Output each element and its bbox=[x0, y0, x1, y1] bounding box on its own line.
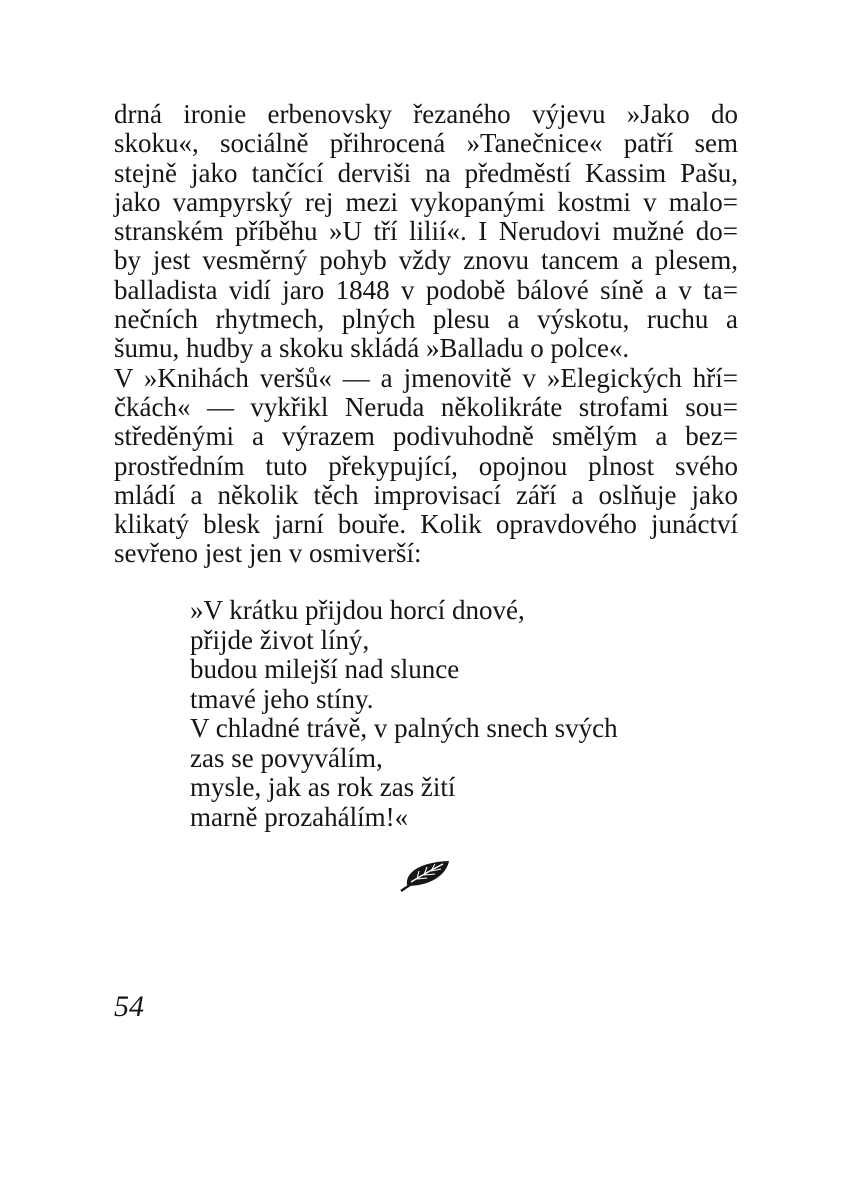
prose-line: stranském příběhu »U tří lilií«. I Nerudovi mužné do= bbox=[114, 216, 738, 247]
prose-line: by jest vesměrný pohyb vždy znovu tancem a plesem, bbox=[114, 245, 738, 276]
poem-line: budou milejší nad slunce bbox=[190, 654, 460, 684]
prose-line: mládí a několik těch improvisací září a oslňuje jako bbox=[114, 479, 738, 510]
poem-line: mysle, jak as rok zas žití bbox=[190, 772, 456, 802]
poem-line: tmavé jeho stíny. bbox=[190, 683, 374, 714]
poem-line: marně prozahálím!« bbox=[190, 801, 409, 832]
poem-line: přijde život líný, bbox=[190, 624, 370, 655]
poem-line: V chladné trávě, v palných snech svých bbox=[190, 713, 618, 743]
prose-line: klikatý blesk jarní bouře. Kolik opravdového junáctví bbox=[114, 509, 738, 540]
prose-line: prostředním tuto překypující, opojnou plnost svého bbox=[114, 450, 738, 481]
prose-line: drná ironie erbenovsky řezaného výjevu »Jako do bbox=[114, 99, 738, 129]
poem-line: zas se povyválím, bbox=[190, 742, 383, 773]
prose-line: čkách« — vykřikl Neruda několikráte strofami sou= bbox=[114, 391, 738, 422]
poem-stanza bbox=[190, 596, 710, 832]
leaf-ornament-icon bbox=[397, 858, 453, 894]
prose-line: V »Knihách veršů« — a jmenovitě v »Elegických hří= bbox=[114, 362, 738, 393]
prose-line: sevřeno jest jen v osmiverší: bbox=[114, 538, 422, 569]
poem-line: »V krátku přijdou horcí dnové, bbox=[190, 595, 525, 625]
prose-line: balladista vidí jaro 1848 v podobě bálové síně a v ta= bbox=[114, 274, 738, 305]
prose-line: stejně jako tančící derviši na předměstí Kassim Pašu, bbox=[114, 157, 738, 188]
prose-line: šumu, hudby a skoku skládá »Balladu o polce«. bbox=[114, 333, 630, 364]
prose-line: středěnými a výrazem podivuhodně smělým a bez= bbox=[114, 421, 738, 452]
page-number: 54 bbox=[114, 990, 144, 1023]
prose-line: skoku«, sociálně přihrocená »Tanečnice« patří sem bbox=[114, 128, 738, 159]
prose-paragraph bbox=[114, 100, 738, 569]
prose-line: jako vampyrský rej mezi vykopanými kostmi v malo= bbox=[114, 186, 738, 217]
prose-line: nečních rhytmech, plných plesu a výskotu, ruchu a bbox=[114, 304, 738, 335]
